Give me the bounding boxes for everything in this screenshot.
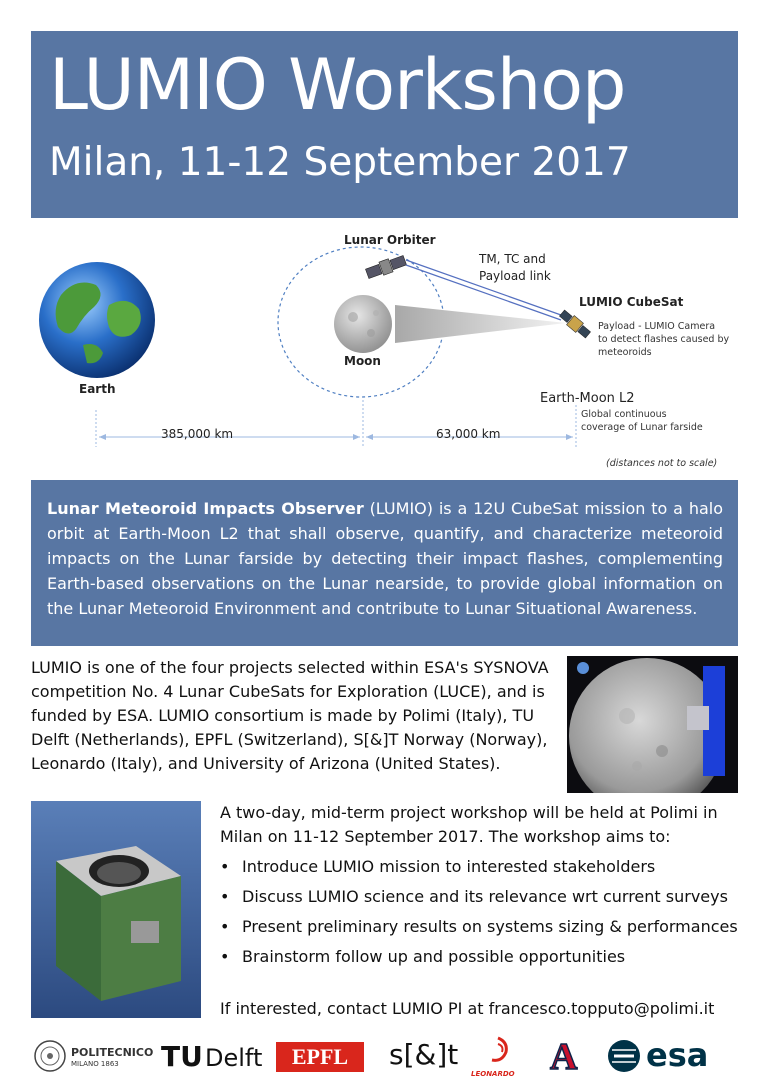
payload-label-line3: meteoroids	[598, 347, 652, 358]
cubesat-graphic	[558, 308, 592, 339]
arizona-logo[interactable]	[546, 1032, 591, 1082]
esa-wordmark: esa	[646, 1036, 709, 1074]
aim-text: Discuss LUMIO science and its relevance wrt current surveys	[242, 887, 728, 906]
esa-logo[interactable]	[606, 1032, 736, 1082]
tudelft-logo[interactable]	[161, 1032, 261, 1082]
polimi-sub: MILANO 1863	[71, 1060, 119, 1068]
camera-field-of-view	[395, 305, 566, 343]
arizona-a-mark: A	[550, 1036, 578, 1078]
distance-label-moon-l2: 63,000 km	[436, 427, 501, 441]
aim-text: Introduce LUMIO mission to interested stakeholders	[242, 857, 656, 876]
polimi-seal-icon	[33, 1039, 67, 1073]
polimi-logo[interactable]	[31, 1032, 154, 1082]
partner-logos	[31, 1032, 738, 1084]
moon-label: Moon	[344, 354, 381, 368]
lunar-orbiter-label: Lunar Orbiter	[344, 233, 436, 247]
workshop-aims-list	[220, 855, 740, 969]
leonardo-swirl-icon	[481, 1034, 515, 1068]
earth-graphic	[39, 262, 155, 378]
list-item	[220, 945, 740, 969]
project-description: LUMIO is one of the four projects selected within ESA's SYSNOVA competition No. 4 Lunar CubeSats for Exploration (LUCE), and is funded by ESA. LUMIO consortium is made by Polimi (Italy), TU Delft (Netherlands), EPFL (Switzerland), S[&]T Norway (Norway), Leonardo (Italy), and University of Arizona (United States).	[31, 658, 549, 773]
summary-text	[47, 496, 723, 621]
bullet-icon: •	[220, 917, 230, 936]
summary-bold-title: Lunar Meteoroid Impacts Observer	[47, 499, 364, 518]
coverage-label-line1: Global continuous	[581, 409, 667, 420]
moon-cubesat-image	[567, 656, 738, 793]
cubesat-hardware-image	[31, 801, 201, 1018]
tudelft-delft: Delft	[205, 1044, 263, 1072]
earth-label: Earth	[79, 382, 116, 396]
mission-diagram	[31, 225, 738, 475]
epfl-wordmark: EPFL	[276, 1042, 364, 1072]
scale-note: (distances not to scale)	[606, 458, 718, 469]
list-item	[220, 855, 740, 879]
bullet-icon: •	[220, 857, 230, 876]
aim-text: Brainstorm follow up and possible opportunities	[242, 947, 626, 966]
payload-label-line1: Payload - LUMIO Camera	[598, 321, 716, 332]
bullet-icon: •	[220, 947, 230, 966]
workshop-intro: A two-day, mid-term project workshop will be held at Polimi in Milan on 11-12 September 2017. The workshop aims to:	[220, 803, 718, 846]
summary-body: (LUMIO) is a 12U CubeSat mission to a halo orbit at Earth-Moon L2 that shall observe, quantify, and characterize meteoroid impacts on the Lunar farside by detecting their impact flashes, complementing Earth-based observations on the Lunar nearside, to provide global information on the Lunar Meteoroid Environment and contribute to Lunar Situational Awareness.	[47, 499, 724, 618]
distance-label-earth-moon: 385,000 km	[161, 427, 234, 441]
l2-label: Earth-Moon L2	[540, 391, 635, 406]
lunar-orbiter-graphic	[365, 254, 407, 281]
contact-line[interactable]: If interested, contact LUMIO PI at francesco.topputo@polimi.it	[220, 999, 715, 1018]
moon-graphic	[334, 295, 392, 353]
bullet-icon: •	[220, 887, 230, 906]
link-label-line2: Payload link	[479, 269, 551, 283]
page-subtitle: Milan, 11-12 September 2017	[49, 140, 631, 185]
list-item	[220, 915, 740, 939]
esa-globe-icon	[606, 1038, 642, 1074]
payload-label-line2: to detect flashes caused by	[598, 334, 730, 345]
aim-text: Present preliminary results on systems sizing & performances	[242, 917, 738, 936]
cubesat-label: LUMIO CubeSat	[579, 295, 684, 309]
epfl-logo[interactable]	[276, 1032, 366, 1082]
st-wordmark: s[&]t	[389, 1038, 459, 1071]
link-label-line1: TM, TC and	[479, 252, 546, 266]
st-logo[interactable]	[389, 1032, 459, 1082]
tudelft-tu: TU	[161, 1040, 203, 1073]
coverage-label-line2: coverage of Lunar farside	[581, 422, 703, 433]
leonardo-wordmark: LEONARDO	[471, 1070, 515, 1078]
leonardo-logo[interactable]	[471, 1032, 531, 1082]
list-item	[220, 885, 740, 909]
page-title: LUMIO Workshop	[49, 44, 626, 126]
polimi-name: POLITECNICO	[71, 1046, 154, 1059]
workshop-section	[220, 801, 740, 969]
